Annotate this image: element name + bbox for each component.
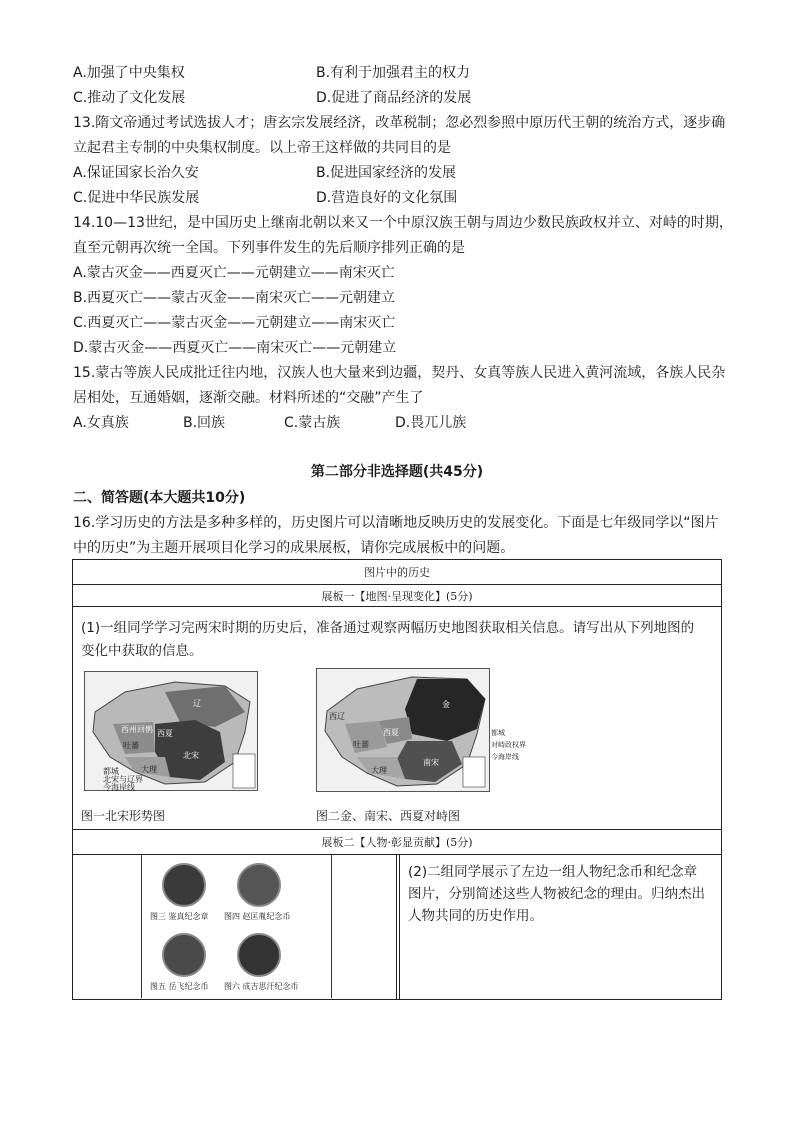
map-jin-song-xixia	[316, 668, 490, 792]
map2-label-dali: 大理	[371, 766, 387, 775]
map2-label-jin: 金	[442, 700, 450, 709]
map2-legend	[491, 727, 551, 763]
legend1-coast: 今海岸线	[103, 783, 135, 792]
q14-stem-line1: 14.10—13世纪，是中国历史上继南北朝以来又一个中原汉族王朝与周边少数民族政权并立、对峙的时期，	[73, 215, 733, 231]
q12-option-b: B.有利于加强君主的权力	[316, 65, 471, 81]
legend2-capital: 都城	[491, 729, 505, 737]
coin-jianzhen	[162, 863, 206, 907]
panel1-title: 展板一【地图·呈现变化】(5分)	[73, 585, 722, 607]
section-title: 二、简答题(本大题共10分)	[73, 490, 246, 506]
q15-option-c: C.蒙古族	[284, 415, 341, 431]
q13-stem-line2: 立起君主专制的中央集权制度。以上帝王这样做的共同目的是	[73, 140, 451, 156]
q15-stem-line2: 居相处，互通婚姻，逐渐交融。材料所述的“交融”产生了	[73, 390, 424, 406]
map1-label-song: 北宋	[183, 751, 199, 760]
q14-stem-line2: 直至元朝再次统一全国。下列事件发生的先后顺序排列正确的是	[73, 240, 465, 256]
legend2-coast: 今海岸线	[491, 753, 519, 761]
coin-label-3: 图三 鉴真纪念章	[150, 912, 209, 921]
coin-label-6: 图六 成吉思汗纪念币	[224, 982, 299, 991]
part2-title: 第二部分非选择题(共45分)	[310, 464, 484, 480]
map2-label-nansong: 南宋	[423, 758, 439, 767]
q16-stem-line1: 16.学习历史的方法是多种多样的，历史图片可以清晰地反映历史的发展变化。下面是七年级同学以“图片	[73, 515, 719, 531]
coin-genghis-khan	[237, 933, 281, 977]
panel1-question-line1: (1)一组同学学习完两宋时期的历史后，准备通过观察两幅历史地图获取相关信息。请写出从下列地图的	[81, 620, 695, 636]
map2-label-tubo: 吐蕃	[353, 740, 369, 749]
map-jin-song-xixia-graphic	[317, 669, 489, 791]
q12-option-d: D.促进了商品经济的发展	[316, 90, 472, 106]
q15-stem-line1: 15.蒙古等族人民成批迁往内地，汉族人也大量来到边疆，契丹、女真等族人民进入黄河流域，各族人民杂	[73, 365, 726, 381]
legend1-border: 北宋与辽界	[103, 775, 143, 784]
map-northern-song	[84, 671, 258, 791]
map1-label-dali: 大理	[141, 765, 157, 774]
q14-option-a: A.蒙古灭金——西夏灭亡——元朝建立——南宋灭亡	[73, 265, 395, 281]
q14-option-d: D.蒙古灭金——西夏灭亡——南宋灭亡——元朝建立	[73, 340, 397, 356]
panel2-question-line3: 人物共同的历史作用。	[408, 908, 543, 924]
q13-stem-line1: 13.隋文帝通过考试选拔人才；唐玄宗发展经济，改革税制；忽必烈参照中原历代王朝的统治方式，逐步确	[73, 115, 726, 131]
coin-yuefei	[162, 933, 206, 977]
panel2-coins-cell	[73, 855, 397, 1000]
coin-label-5: 图五 岳飞纪念币	[150, 982, 209, 991]
board-title: 图片中的历史	[73, 560, 722, 585]
panel1-question-line2: 变化中获取的信息。	[81, 643, 203, 659]
coin-zhaokuangyin	[237, 863, 281, 907]
panel2-question-line1: (2)二组同学展示了左边一组人物纪念币和纪念章	[408, 864, 698, 880]
q13-option-c: C.促进中华民族发展	[73, 190, 200, 206]
map2-caption: 图二金、南宋、西夏对峙图	[316, 809, 461, 823]
q15-option-a: A.女真族	[73, 415, 129, 431]
panel2-question-cell	[400, 855, 722, 1000]
q12-option-c: C.推动了文化发展	[73, 90, 186, 106]
q14-option-b: B.西夏灭亡——蒙古灭金——南宋灭亡——元朝建立	[73, 290, 396, 306]
map1-label-liao: 辽	[193, 699, 201, 708]
exhibition-board	[72, 559, 722, 1000]
panel1-body	[73, 607, 722, 830]
map2-label-xixia: 西夏	[383, 728, 399, 737]
map2-label-xiliao: 西辽	[329, 712, 345, 721]
coin-label-4: 图四 赵匡胤纪念币	[224, 912, 291, 921]
legend2-border: 对峙政权界	[491, 741, 526, 749]
legend1-capital: 都城	[103, 767, 119, 776]
q15-option-d: D.畏兀儿族	[395, 415, 467, 431]
map1-label-xixia: 西夏	[157, 729, 173, 738]
coin-image-panel	[141, 855, 332, 998]
q13-option-d: D.营造良好的文化氛围	[316, 190, 458, 206]
map1-label-tubo: 吐蕃	[123, 741, 139, 750]
q13-option-a: A.保证国家长治久安	[73, 165, 199, 181]
panel2-question-line2: 图片，分别简述这些人物被纪念的理由。归纳杰出	[408, 886, 705, 902]
q16-stem-line2: 中的历史”为主题开展项目化学习的成果展板，请你完成展板中的问题。	[73, 540, 515, 556]
panel2-title: 展板二【人物·彰显贡献】(5分)	[73, 830, 722, 855]
q15-option-b: B.回族	[183, 415, 226, 431]
q12-option-a: A.加强了中央集权	[73, 65, 185, 81]
map1-caption: 图一北宋形势图	[81, 809, 166, 823]
q14-option-c: C.西夏灭亡——蒙古灭金——元朝建立——南宋灭亡	[73, 315, 396, 331]
map1-label-xizhou: 西州回鹘	[121, 725, 153, 734]
q13-option-b: B.促进国家经济的发展	[316, 165, 457, 181]
